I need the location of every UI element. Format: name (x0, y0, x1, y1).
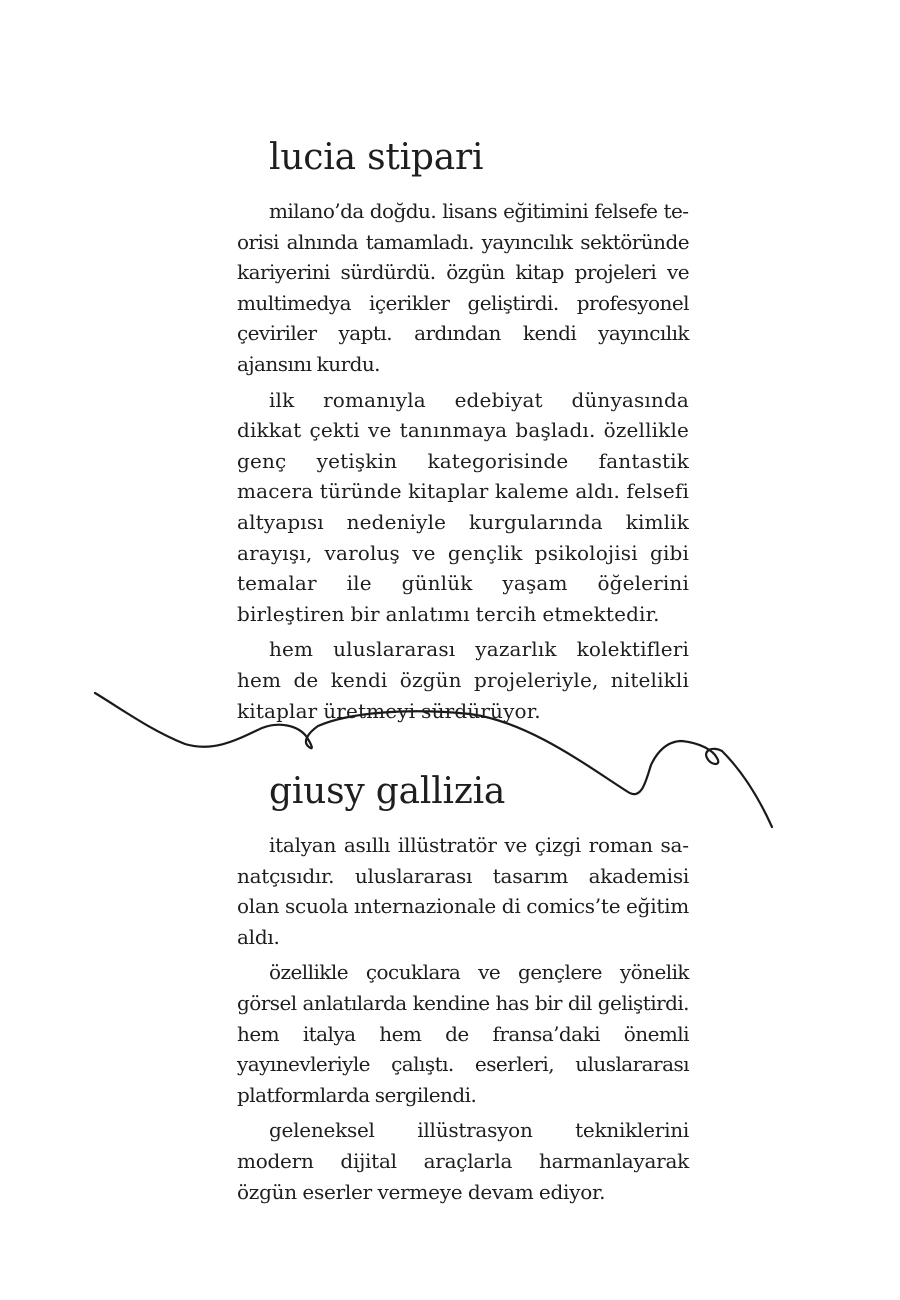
bio-paragraph: milano’da doğdu. lisans eğitimini felsefe teorisi alnında tamamladı. yayıncılık sektöründe kariyerini sürdürdü. özgün kitap projeleri ve multimedya içerikler geliştirdi. profesyonel çeviriler yaptı. ardından kendi yayıncılık ajansını kurdu. (237, 199, 689, 376)
author-name: lucia stipari (269, 137, 484, 178)
bio-paragraph: ilk romanıyla edebiyat dünyasında dikkat çekti ve tanınmaya başladı. özellikle genç yetişkin kategorisinde fantastik macera türünde kitaplar kaleme aldı. felsefi altyapısı nedeniyle kurgularında kimlik arayışı, varoluş ve gençlik psikolojisi gibi temalar ile günlük yaşam öğelerini birleştiren bir anlatımı tercih etmektedir. (237, 387, 689, 626)
bio-paragraph: özellikle çocuklara ve gençlere yönelik görsel anlatılarda kendine has bir dil geliştirdi. hem italya hem de fransa’daki önemli yayınevleriyle çalıştı. eserleri, uluslararası platformlarda sergilendi. (237, 960, 689, 1107)
bio-paragraph: hem uluslararası yazarlık kolektifleri hem de kendi özgün projeleriyle, nitelikli kitaplar üretmeyi sürdürüyor. (237, 637, 689, 723)
author-name: giusy gallizia (269, 771, 506, 812)
author-bio-giusy-gallizia (237, 768, 689, 1212)
bio-paragraph: geleneksel illüstrasyon tekniklerini modern dijital araçlarla harmanlayarak özgün eserler vermeye devam ediyor. (237, 1118, 689, 1204)
bio-paragraph: italyan asıllı illüstratör ve çizgi roman sanatçısıdır. uluslararası tasarım akademisi olan scuola ınternazionale di comics’te eğitim aldı. (237, 833, 689, 949)
author-bio-lucia-stipari (237, 134, 689, 731)
